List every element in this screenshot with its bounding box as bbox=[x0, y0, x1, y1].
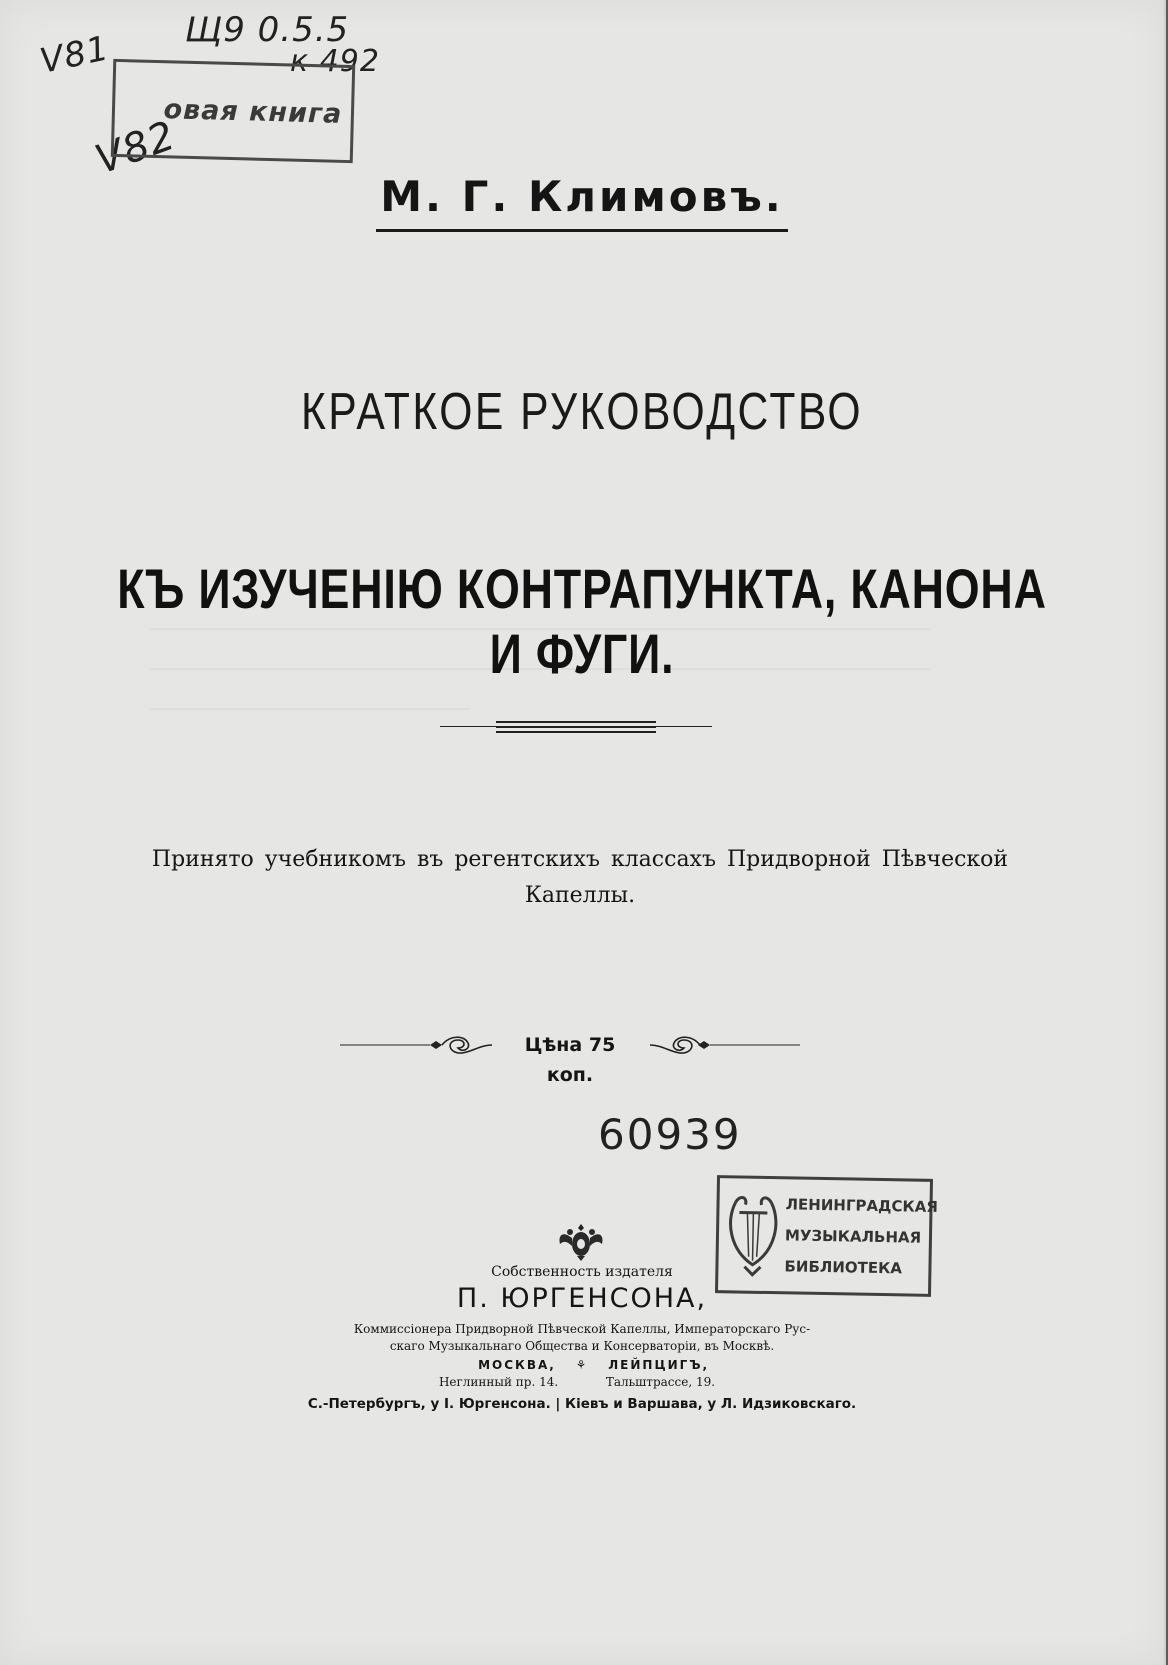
stamp-text: овая книга bbox=[163, 93, 343, 130]
street-leipzig: Тальштрассе, 19. bbox=[605, 1375, 716, 1389]
approval-line-2: Капеллы. bbox=[524, 883, 636, 908]
publisher-desc-line-2: скаго Музыкальнаго Общества и Консерваторіи, въ Москвѣ. bbox=[389, 1339, 775, 1353]
handwritten-shelf-mark: Щ9 0.5.5 bbox=[185, 10, 350, 50]
price-row bbox=[340, 1030, 800, 1086]
title-line-2: КЪ ИЗУЧЕНІЮ КОНТРАПУНКТА, КАНОНА И ФУГИ. bbox=[117, 557, 1047, 685]
library-stamp-line-2: МУЗЫКАЛЬНАЯ bbox=[784, 1226, 922, 1247]
author-name: М. Г. Климовъ. bbox=[376, 172, 788, 232]
handwritten-mark-top: V81 bbox=[36, 28, 113, 82]
inventory-number: 60939 bbox=[598, 1110, 742, 1159]
ornament-icon: ⚘ bbox=[575, 1358, 589, 1372]
handwritten-mark-side: V82 bbox=[89, 112, 182, 184]
publisher-streets bbox=[0, 1375, 1164, 1389]
title-line-1: КРАТКОЕ РУКОВОДСТВО bbox=[300, 383, 864, 441]
city-leipzig: ЛЕЙПЦИГЪ, bbox=[608, 1358, 710, 1372]
publisher-branches: С.-Петербургъ, у І. Юргенсона. | Кіевъ и Варшава, у Л. Идзиковскаго. bbox=[307, 1396, 857, 1412]
library-stamp-line-3: БИБЛИОТЕКА bbox=[784, 1257, 903, 1278]
approval-note bbox=[120, 842, 1040, 914]
publisher-description bbox=[0, 1321, 1164, 1355]
new-book-stamp bbox=[111, 59, 355, 163]
library-stamp-line-1: ЛЕНИНГРАДСКАЯ bbox=[785, 1195, 939, 1216]
handwritten-code: к 492 bbox=[290, 44, 380, 79]
publisher-desc-line-1: Коммиссіонера Придворной Пѣвческой Капеллы, Императорскаго Рус- bbox=[353, 1322, 811, 1336]
city-moscow: МОСКВА, bbox=[478, 1358, 556, 1372]
publisher-cities bbox=[0, 1358, 1164, 1372]
publisher-ownership: Собственность издателя bbox=[491, 1264, 673, 1280]
price-label: Цѣна 75 коп. bbox=[524, 1034, 616, 1086]
author-block bbox=[0, 172, 1164, 232]
street-moscow: Неглинный пр. 14. bbox=[438, 1375, 559, 1389]
bleed-through bbox=[150, 708, 470, 710]
approval-line-1: Принято учебникомъ въ регентскихъ классахъ Придворной Пѣвческой bbox=[151, 847, 1009, 872]
double-headed-eagle-icon bbox=[556, 1220, 606, 1262]
ornamental-rule bbox=[440, 720, 712, 734]
publisher-name: П. ЮРГЕНСОНА, bbox=[456, 1283, 708, 1314]
